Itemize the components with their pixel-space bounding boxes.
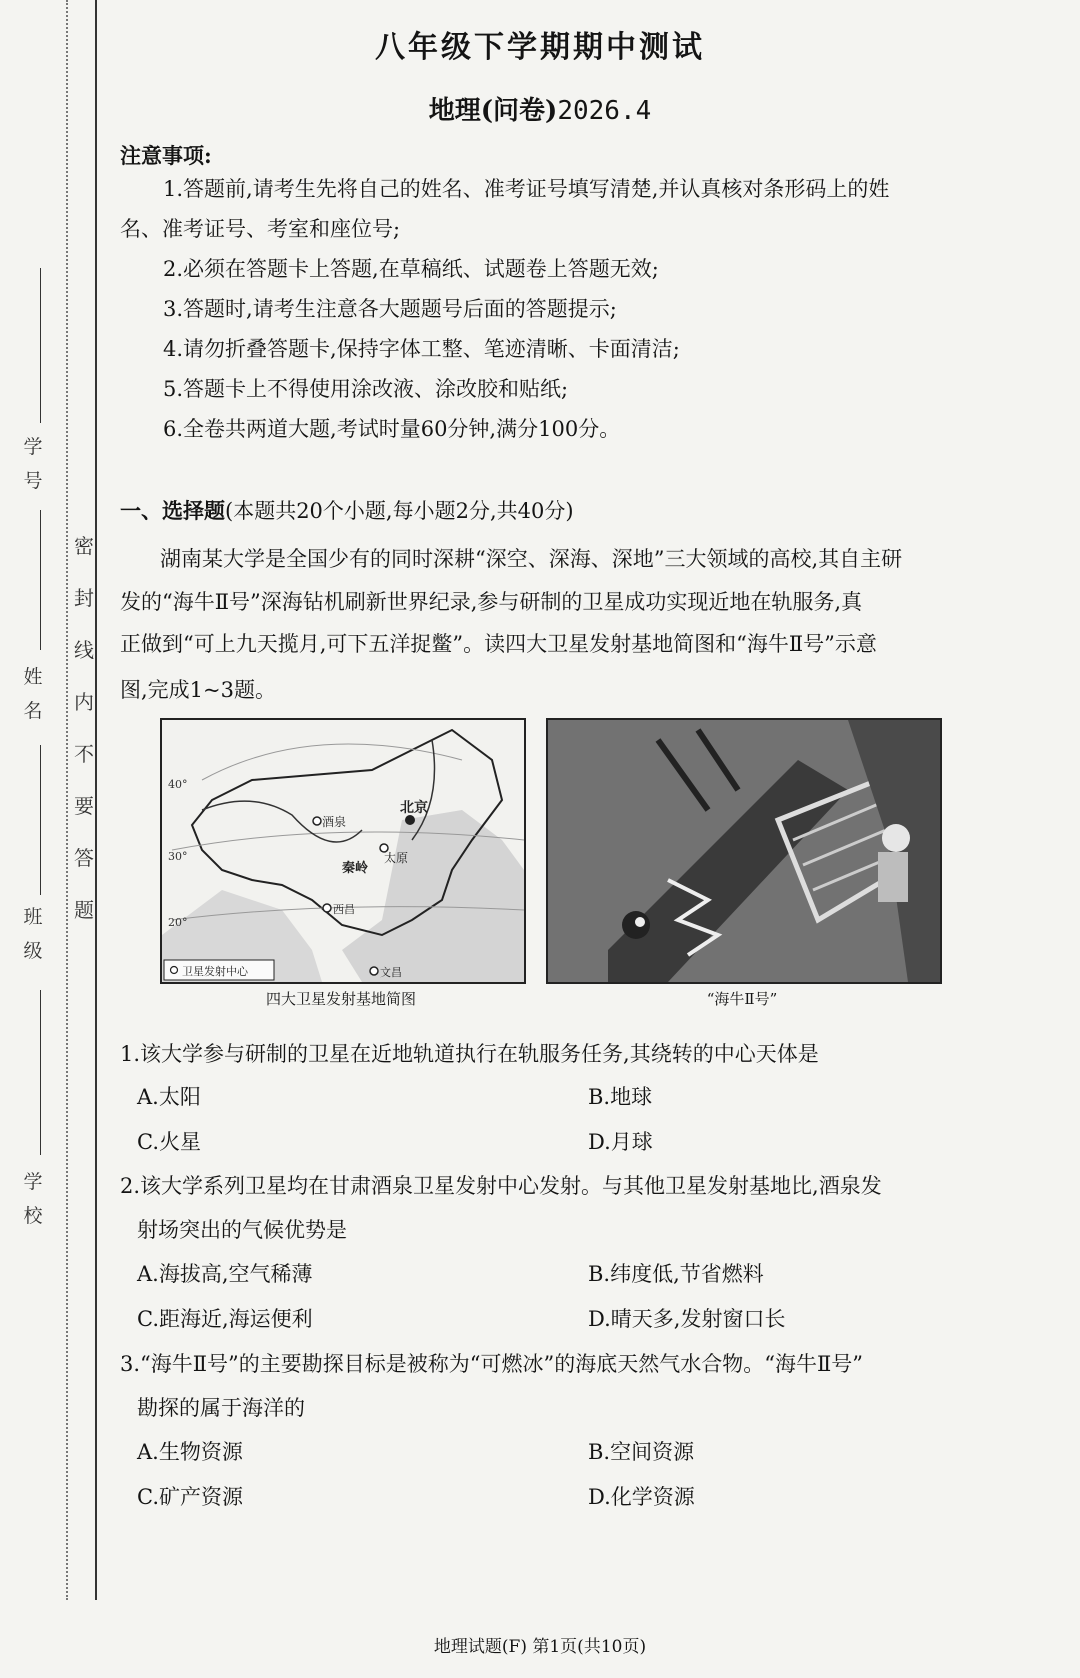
option-a: A.海拔高,空气稀薄	[137, 1262, 313, 1286]
school-label: 学校	[23, 1171, 43, 1227]
note-item: 5.答题卡上不得使用涂改液、涂改胶和贴纸;	[163, 377, 569, 401]
option-c: C.火星	[137, 1130, 201, 1154]
xichang-marker	[323, 904, 331, 912]
intro-line: 正做到“可上九天揽月,可下五洋捉鳖”。读四大卫星发射基地简图和“海牛Ⅱ号”示意	[120, 632, 877, 656]
note-item: 6.全卷共两道大题,考试时量60分钟,满分100分。	[163, 417, 621, 441]
worker-helmet	[882, 824, 910, 852]
option-b: B.空间资源	[588, 1440, 695, 1464]
note-item: 2.必须在答题卡上答题,在草稿纸、试题卷上答题无效;	[163, 257, 659, 281]
option-d: D.月球	[588, 1130, 653, 1154]
lat-label: 40°	[168, 778, 188, 791]
seal-text: 密封线内不要答题	[74, 534, 94, 922]
student-id-line	[40, 268, 41, 423]
dotted-cut-line	[66, 0, 68, 1600]
map-caption: 四大卫星发射基地简图	[265, 990, 416, 1008]
option-b: B.地球	[588, 1085, 653, 1109]
lat-label: 30°	[168, 850, 188, 863]
place-label: 酒泉	[322, 815, 347, 829]
intro-line: 图,完成1~3题。	[120, 678, 276, 702]
note-item: 名、准考证号、考室和座位号;	[120, 217, 401, 241]
lat-label: 20°	[168, 916, 188, 929]
photo-drawing	[548, 720, 940, 982]
name-label: 姓名	[23, 666, 43, 722]
note-item: 3.答题时,请考生注意各大题题号后面的答题提示;	[163, 297, 617, 321]
option-a: A.生物资源	[137, 1440, 243, 1464]
question-stem: 3.“海牛Ⅱ号”的主要勘探目标是被称为“可燃冰”的海底天然气水合物。“海牛Ⅱ号”	[120, 1352, 863, 1376]
place-label: 西昌	[333, 903, 355, 916]
question-stem: 1.该大学参与研制的卫星在近地轨道执行在轨服务任务,其绕转的中心天体是	[120, 1042, 819, 1066]
option-c: C.矿产资源	[137, 1485, 243, 1509]
beijing-marker	[405, 815, 415, 825]
subject-label: 地理(问卷)	[428, 96, 558, 126]
option-d: D.晴天多,发射窗口长	[588, 1307, 786, 1331]
note-item: 4.请勿折叠答题卡,保持字体工整、笔迹清晰、卡面清洁;	[163, 337, 680, 361]
page-footer: 地理试题(F) 第1页(共10页)	[433, 1637, 647, 1657]
legend-marker	[171, 967, 178, 974]
question-stem: 勘探的属于海洋的	[137, 1396, 305, 1420]
option-d: D.化学资源	[588, 1485, 695, 1509]
notes-heading: 注意事项:	[120, 143, 212, 168]
intro-line: 湖南某大学是全国少有的同时深耕“深空、深海、深地”三大领域的高校,其自主研	[160, 547, 903, 571]
intro-line: 发的“海牛Ⅱ号”深海钻机刷新世界纪录,参与研制的卫星成功实现近地在轨服务,真	[120, 590, 863, 614]
student-id-label: 学号	[23, 436, 43, 492]
worker-body	[878, 852, 908, 902]
class-line	[40, 745, 41, 895]
place-label: 北京	[400, 800, 428, 816]
photo-caption: “海牛Ⅱ号”	[706, 990, 778, 1008]
option-a: A.太阳	[137, 1085, 201, 1109]
place-label: 太原	[384, 851, 409, 865]
school-line	[40, 990, 41, 1155]
exam-date: 2026.4	[557, 96, 652, 126]
section-heading	[120, 495, 574, 525]
launch-sites-map	[160, 718, 526, 984]
page-title: 八年级下学期期中测试	[375, 30, 705, 65]
class-label: 班级	[23, 906, 43, 962]
page-subtitle	[0, 90, 1080, 127]
section-title: 一、选择题	[120, 498, 225, 523]
option-c: C.距海近,海运便利	[137, 1307, 313, 1331]
jiuquan-marker	[313, 817, 321, 825]
note-item: 1.答题前,请考生先将自己的姓名、准考证号填写清楚,并认真核对条形码上的姓	[163, 177, 890, 201]
place-label: 秦岭	[342, 861, 369, 876]
hainiu-photo	[546, 718, 942, 984]
name-line	[40, 510, 41, 650]
option-b: B.纬度低,节省燃料	[588, 1262, 764, 1286]
section-note: (本题共20个小题,每小题2分,共40分)	[225, 499, 574, 523]
map-drawing	[162, 720, 524, 982]
question-stem: 射场突出的气候优势是	[137, 1218, 347, 1242]
place-label: 文昌	[380, 966, 402, 979]
eye-highlight	[635, 917, 645, 927]
wenchang-marker	[370, 967, 378, 975]
legend-label: 卫星发射中心	[182, 965, 248, 978]
question-stem: 2.该大学系列卫星均在甘肃酒泉卫星发射中心发射。与其他卫星发射基地比,酒泉发	[120, 1174, 882, 1198]
